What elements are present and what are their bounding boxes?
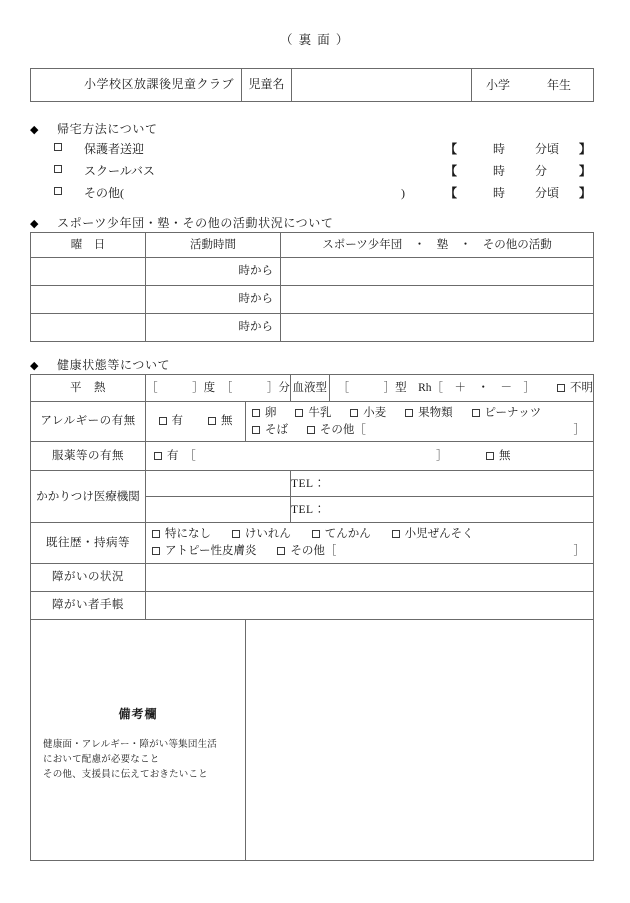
allergy-yesno-cell <box>146 402 246 442</box>
allergy-no-checkbox[interactable] <box>208 413 233 430</box>
allergy-item-other[interactable] <box>307 422 366 439</box>
table-row <box>31 286 594 314</box>
history-items-cell <box>146 523 594 563</box>
allergy-items-cell <box>246 402 594 442</box>
blood-type-label: 血液型 <box>291 375 330 401</box>
bracket-open: 【 <box>445 142 458 156</box>
item-label: てんかん <box>324 528 371 541</box>
table-row-temperature <box>31 375 594 402</box>
time-label[interactable]: 時から <box>146 286 281 314</box>
remarks-note <box>43 738 233 784</box>
remarks-note-line: 健康面・アレルギー・障がい等集団生活 <box>43 739 217 750</box>
clinic-label: かかりつけ医療機関 <box>31 471 146 523</box>
option-label: スクールバス <box>84 164 155 178</box>
day-input[interactable] <box>31 258 146 286</box>
checkbox-icon[interactable] <box>54 143 62 151</box>
activity-input[interactable] <box>281 286 594 314</box>
allergy-item-peanut[interactable] <box>472 405 542 422</box>
table-row <box>31 314 594 342</box>
table-header-row <box>31 233 594 258</box>
club-name-label: 小学校区放課後児童クラブ <box>31 69 242 102</box>
section-heading-health <box>30 356 170 373</box>
checkbox-icon[interactable] <box>152 530 160 538</box>
section-label: 帰宅方法について <box>57 122 158 136</box>
temperature-label: 平 熱 <box>31 375 146 402</box>
medication-label: 服薬等の有無 <box>31 442 146 471</box>
allergy-item-wheat[interactable] <box>350 405 386 422</box>
column-header-day: 曜 日 <box>31 233 146 258</box>
checkbox-icon[interactable] <box>54 165 62 173</box>
checkbox-icon[interactable] <box>307 426 315 434</box>
item-label: 牛乳 <box>308 407 332 419</box>
item-label: 小麦 <box>363 407 387 419</box>
medication-no-checkbox[interactable] <box>486 442 511 470</box>
checkbox-icon[interactable] <box>232 530 240 538</box>
checkbox-icon[interactable] <box>252 409 260 417</box>
clinic-tel-input[interactable]: TEL： <box>291 497 594 523</box>
diamond-bullet-icon: ◆ <box>30 124 40 136</box>
day-input[interactable] <box>31 286 146 314</box>
hour-unit-label: 時 <box>493 164 506 178</box>
remarks-legend-cell <box>31 619 246 860</box>
hour-unit-label: 時 <box>493 186 506 200</box>
minute-unit-label: 分頃 <box>535 186 560 200</box>
bracket-close: 】 <box>579 186 592 200</box>
medication-cell <box>146 442 594 471</box>
medication-yes-checkbox[interactable] <box>154 442 196 470</box>
clinic-tel-input[interactable]: TEL： <box>291 471 594 497</box>
paren-close: ) <box>401 186 405 200</box>
table-row-clinic-1 <box>31 471 594 497</box>
disability-book-label: 障がい者手帳 <box>31 591 146 619</box>
grade-label: 年生 <box>547 78 572 92</box>
going-home-row[interactable] <box>30 138 593 160</box>
school-label: 小学 <box>486 78 511 92</box>
checkbox-icon[interactable] <box>208 417 216 425</box>
item-label: 卵 <box>265 407 277 419</box>
history-item-none[interactable] <box>152 526 211 543</box>
history-item-epilepsy[interactable] <box>312 526 371 543</box>
checkbox-icon[interactable] <box>295 409 303 417</box>
item-label: 特になし <box>165 528 211 541</box>
checkbox-icon[interactable] <box>277 547 285 555</box>
bracket-close: 】 <box>579 164 592 178</box>
checkbox-icon[interactable] <box>472 409 480 417</box>
identity-table <box>30 68 594 102</box>
minute-unit-label: 分頃 <box>535 142 560 156</box>
bracket-open: 【 <box>445 186 458 200</box>
history-label: 既往歴・持病等 <box>31 523 146 563</box>
remarks-note-line: において配慮が必要なこと <box>43 754 160 765</box>
history-item-asthma[interactable] <box>392 526 474 543</box>
health-table <box>30 374 594 861</box>
item-label: けいれん <box>244 528 291 541</box>
blood-unknown-checkbox[interactable] <box>557 380 593 397</box>
history-items-line-1 <box>146 526 593 543</box>
allergy-item-soba[interactable] <box>252 422 288 439</box>
allergy-items-line-2 <box>246 422 593 439</box>
item-label: そば <box>265 423 288 436</box>
medication-bracket-close: ］ <box>436 450 448 463</box>
history-item-convulsion[interactable] <box>232 526 291 543</box>
item-label: その他［ <box>319 423 366 436</box>
page-title: （ 裏 面 ） <box>280 33 350 47</box>
history-items-line-2 <box>146 543 593 560</box>
column-header-activity: スポーツ少年団 ・ 塾 ・ その他の活動 <box>281 233 594 258</box>
item-label: アトピー性皮膚炎 <box>165 545 257 558</box>
allergy-no-label: 無 <box>221 415 233 428</box>
checkbox-icon[interactable] <box>54 187 62 195</box>
child-name-label: 児童名 <box>242 69 292 102</box>
option-label: その他( <box>84 186 124 200</box>
disability-status-label: 障がいの状況 <box>31 563 146 591</box>
checkbox-icon[interactable] <box>154 452 162 460</box>
table-row <box>31 258 594 286</box>
checkbox-icon[interactable] <box>152 547 160 555</box>
history-item-atopy[interactable] <box>152 543 257 560</box>
table-row-disability-status <box>31 563 594 591</box>
history-item-other[interactable] <box>277 543 336 560</box>
section-label: スポーツ少年団・塾・その他の活動状況について <box>57 216 334 230</box>
going-home-row[interactable] <box>30 182 593 204</box>
activity-input[interactable] <box>281 258 594 286</box>
item-label: ピーナッツ <box>484 407 542 419</box>
checkbox-icon[interactable] <box>486 452 494 460</box>
time-label[interactable]: 時から <box>146 258 281 286</box>
section-label: 健康状態等について <box>57 358 171 372</box>
allergy-item-egg[interactable] <box>252 405 277 422</box>
diamond-bullet-icon: ◆ <box>30 360 40 372</box>
allergy-item-fruit[interactable] <box>405 405 453 422</box>
clinic-name-input[interactable] <box>146 471 291 497</box>
table-row <box>31 69 594 102</box>
child-name-input[interactable] <box>292 69 472 102</box>
blood-type-cell <box>291 375 594 402</box>
going-home-options <box>30 138 593 204</box>
allergy-yes-checkbox[interactable] <box>159 413 184 430</box>
checkbox-icon[interactable] <box>350 409 358 417</box>
checkbox-icon[interactable] <box>159 417 167 425</box>
table-row-remarks <box>31 619 594 860</box>
allergy-items-line-1 <box>246 405 593 422</box>
option-label: 保護者送迎 <box>84 142 145 156</box>
section-heading-going-home <box>30 120 158 137</box>
allergy-other-bracket-close: ］ <box>573 423 586 436</box>
minute-unit-label: 分 <box>535 164 548 178</box>
clinic-name-input[interactable] <box>146 497 291 523</box>
checkbox-icon[interactable] <box>405 409 413 417</box>
allergy-item-milk[interactable] <box>295 405 331 422</box>
bracket-close: 】 <box>579 142 592 156</box>
allergy-yes-label: 有 <box>171 415 183 428</box>
disability-book-input[interactable] <box>146 591 594 619</box>
item-label: その他［ <box>290 545 337 558</box>
checkbox-icon[interactable] <box>252 426 260 434</box>
medication-no-label: 無 <box>499 450 511 463</box>
remarks-note-line: その他、支援員に伝えておきたいこと <box>43 769 208 780</box>
table-row-allergy <box>31 402 594 442</box>
item-label: 小児ぜんそく <box>404 528 474 541</box>
blood-unknown-label: 不明 <box>570 381 594 394</box>
remarks-input[interactable] <box>246 619 594 860</box>
history-other-bracket-close: ］ <box>573 545 586 558</box>
column-header-time: 活動時間 <box>146 233 281 258</box>
activity-input[interactable] <box>281 314 594 342</box>
section-heading-activities <box>30 214 333 231</box>
going-home-row[interactable] <box>30 160 593 182</box>
temperature-value[interactable]: ［ ］度 ［ ］分 <box>146 375 291 402</box>
remarks-title: 備考欄 <box>118 707 158 722</box>
school-grade-cell[interactable] <box>472 69 594 102</box>
hour-unit-label: 時 <box>493 142 506 156</box>
allergy-label: アレルギーの有無 <box>31 402 146 442</box>
table-row-disability-book <box>31 591 594 619</box>
table-row-history <box>31 523 594 563</box>
checkbox-icon[interactable] <box>392 530 400 538</box>
checkbox-icon[interactable] <box>312 530 320 538</box>
item-label: 果物類 <box>418 407 453 419</box>
diamond-bullet-icon: ◆ <box>30 218 40 230</box>
disability-status-input[interactable] <box>146 563 594 591</box>
activity-table <box>30 232 594 342</box>
time-label[interactable]: 時から <box>146 314 281 342</box>
table-row-medication <box>31 442 594 471</box>
medication-yes-label: 有 ［ <box>167 450 196 463</box>
day-input[interactable] <box>31 314 146 342</box>
checkbox-icon[interactable] <box>557 384 565 392</box>
blood-type-value[interactable]: ［ ］型 Rh［ ＋ ・ － ］ <box>337 381 536 394</box>
bracket-open: 【 <box>445 164 458 178</box>
